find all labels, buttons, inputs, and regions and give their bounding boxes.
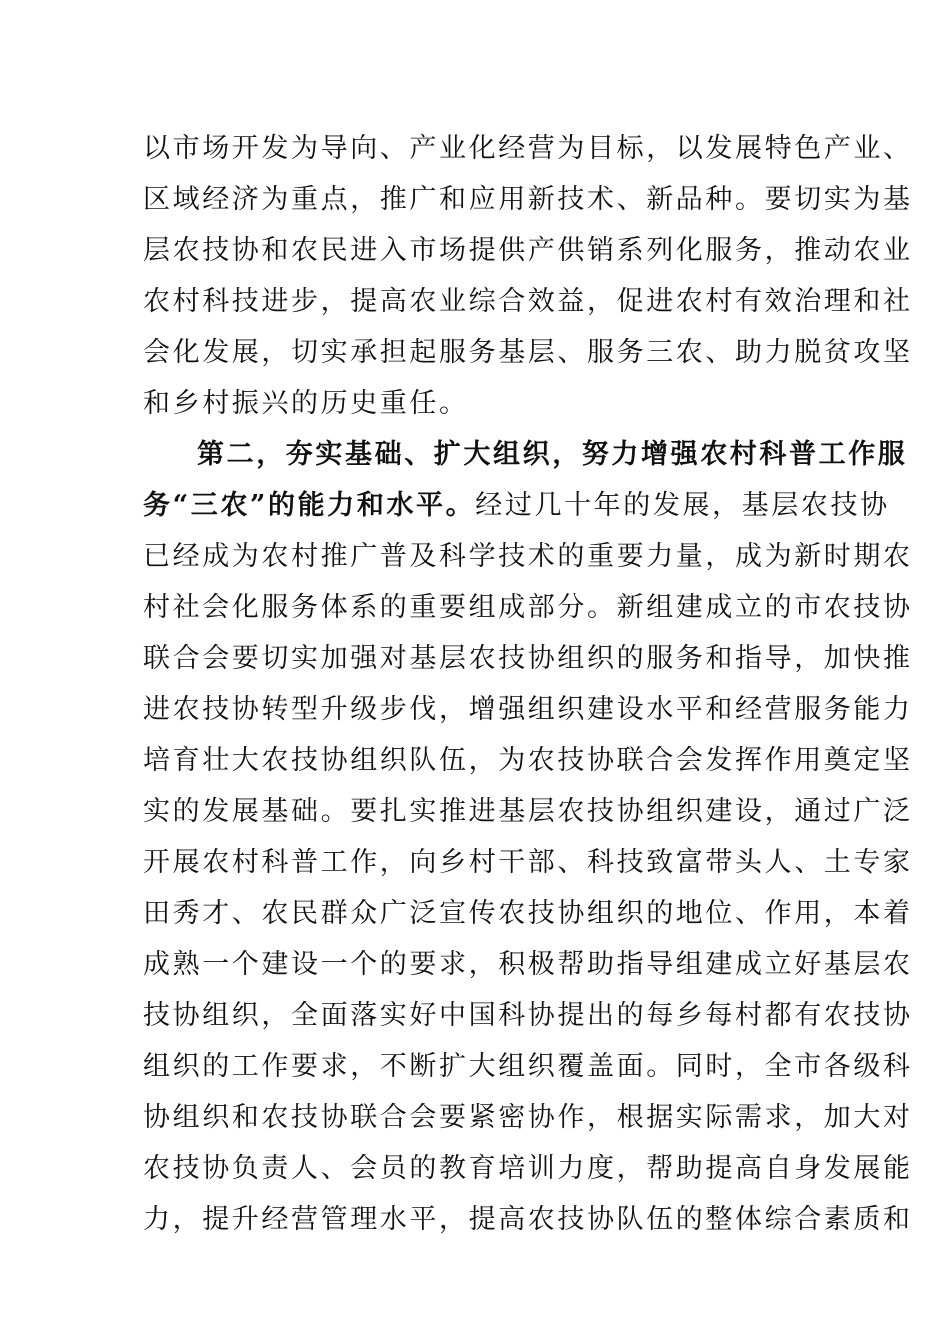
paragraph2-line-3: 已经成为农村推广普及科学技术的重要力量，成为新时期农 (143, 541, 913, 572)
paragraph2-line-5: 联合会要切实加强对基层农技协组织的服务和指导，加快推 (143, 643, 913, 674)
paragraph2-heading-line-1: 第二，夯实基础、扩大组织，努力增强农村科普工作服 (197, 439, 908, 470)
paragraph2-line-11: 成熟一个建设一个的要求，积极帮助指导组建成立好基层农 (143, 949, 913, 980)
paragraph1-line-3: 层农技协和农民进入市场提供产供销系列化服务，推动农业 (143, 235, 913, 266)
paragraph1-line-6: 和乡村振兴的历史重任。 (143, 388, 469, 419)
paragraph2-line-2 (143, 486, 890, 526)
paragraph2-line-4: 村社会化服务体系的重要组成部分。新组建成立的市农技协 (143, 592, 913, 623)
paragraph2-line-14: 协组织和农技协联合会要紧密协作，根据实际需求，加大对 (143, 1102, 913, 1133)
paragraph1-line-1: 以市场开发为导向、产业化经营为目标，以发展特色产业、 (143, 133, 913, 164)
paragraph2-line-2-text: 经过几十年的发展，基层农技协 (475, 490, 890, 521)
paragraph1-line-2: 区域经济为重点，推广和应用新技术、新品种。要切实为基 (143, 184, 913, 215)
paragraph2-line-16: 力，提升经营管理水平，提高农技协队伍的整体综合素质和 (143, 1204, 913, 1235)
paragraph2-line-8: 实的发展基础。要扎实推进基层农技协组织建设，通过广泛 (143, 796, 913, 827)
paragraph2-line-6: 进农技协转型升级步伐，增强组织建设水平和经营服务能力 (143, 694, 913, 725)
paragraph2-line-7: 培育壮大农技协组织队伍，为农技协联合会发挥作用奠定坚 (143, 745, 913, 776)
paragraph2-line-12: 技协组织，全面落实好中国科协提出的每乡每村都有农技协 (143, 1000, 913, 1031)
paragraph1-line-5: 会化发展，切实承担起服务基层、服务三农、助力脱贫攻坚 (143, 337, 913, 368)
paragraph1-line-4: 农村科技进步，提高农业综合效益，促进农村有效治理和社 (143, 286, 913, 317)
paragraph2-heading-line-2: 务“三农”的能力和水平。 (143, 490, 476, 521)
paragraph2-line-15: 农技协负责人、会员的教育培训力度，帮助提高自身发展能 (143, 1153, 913, 1184)
paragraph2-line-10: 田秀才、农民群众广泛宣传农技协组织的地位、作用，本着 (143, 898, 913, 929)
paragraph2-line-13: 组织的工作要求，不断扩大组织覆盖面。同时，全市各级科 (143, 1051, 913, 1082)
paragraph2-line-9: 开展农村科普工作，向乡村干部、科技致富带头人、土专家 (143, 847, 913, 878)
